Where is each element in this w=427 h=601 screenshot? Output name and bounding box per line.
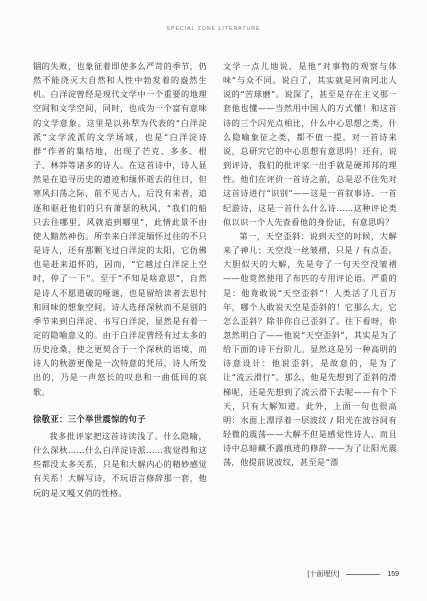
footer-rule: [346, 574, 380, 575]
page-number: 159: [387, 570, 399, 578]
right-paragraph-1: 文学一点儿地说，是他“对事物的观察与体味”与众不同。说白了，其实就是河南河北人说的“苦球磨”。说深了，甚至是存在主义那一套他也懂——当然用中国人的方式懂！和这首诗的三个闪光点相比，什么中心思想之类，什么隐喻象征之类，都不值一提。对一首诗来说，总研究它的中心思想有意思吗！还有，说到评诗，我们的批评家一出手就是硬邦邦的理性。他们在评价一首诗之前，总是忍不住先对这首诗进行“识别”——这是一首叙事诗、一首纪游诗，这是一首什么什么诗……这种评论类似以识一个人先查看他的身份证，有意思吗？: [223, 61, 397, 227]
page-footer: [307, 569, 399, 579]
left-column: [33, 59, 207, 500]
footer-section-name: [十面埋伏]: [307, 571, 340, 578]
section-title: 徐敬亚：三个举世震惊的句子: [33, 413, 146, 424]
right-paragraph-2: 第一，天空歪斜：说到天空的时候，大解来了神儿：天空没一丝皱褶，只是 / 有点歪。大胆似天的大解，先是夸了一句天空没皱褶——他竟然使用了布匹的专用评论语。严重的是：他竟敢说“天空歪斜”！人类活了几百万年，哪个人敢说天空是歪斜的！它那么大，它怎么歪斜？除非你自己歪斜了。往下看呀，你忽然明白了——他说“天空歪斜”，其实是为了给下面的诗下台阶儿。显然这是另一种高明的诗意设计：他说歪斜，是故意的，是为了让“流云滑行”。那么，他是先想到了歪斜的滑梯呢，还是先想到了流云滑下去呢——有个下天，只有大解知道。此外，上面一句也很高明：水面上漂浮着一层波纹 / 阳光在波谷间有轻微的震荡——大解不但是感觉性诗人，而且诗中总暗藏不露痕迹的修辞——为了让阳光震荡，他提前说波纹，甚至是“漂: [223, 230, 397, 468]
right-column: [223, 59, 397, 470]
left-paragraph-1: 锢的失败，也象征着即使多么严苛的季节，仍然不能浇灭大自然和人性中勃发着的盎然生机。白洋淀曾经是现代文学中一个重要的地理空间和文学空间，同时，也成为一个富有意味的文学意象。这里是以孙犁为代表的“白洋淀派”文学流派的文学场域，也是“白洋淀诗群”作者的集结地，出现了芒克、多多、根子、林莽等诸多的诗人。在这首诗中，诗人显然是在追寻历史的遗迹和缅怀逝去的往日，但寒风扫荡之际，前不见古人，后没有来者，追逐和驱赶他们的只有萧瑟的秋风，“我们的船只去往哪里，风就追到哪里”，此情此景不由使人黯然神伤。所幸来白洋淀缅怀过往的不只是诗人，还有那颗飞过白洋淀的太阳，它仿佛也是赶来追怀的，因而，“它越过白洋淀上空时，停了一下”。至于“不知是啥意思”，自然是诗人不愿道破的哑谜，也是留给读者去思忖和回味的想象空间。诗人选择深秋而不是别的季节来到白洋淀、书写白洋淀，显然是有着一定的隐喻意义的。由于白洋淀曾经有过太多的历史沧桑，使之更契合于一个深秋的语境，而诗人的秋游更像是一次特意的凭吊，诗人所发出的，乃是一声悠长的叹息和一曲低回的哀歌。: [33, 61, 207, 397]
running-header: SPECIAL ZONE LITERATURE: [166, 26, 261, 32]
left-paragraph-2: 我多批评家把这首诗读浅了。什么隐喻，什么深秋……什么白洋淀诗派……我觉得和这些都没太多关系，只是和大解内心的精妙感觉有关系！大解写诗，不玩语言修辞那一套，他玩的是又嘎又俏的性格。: [33, 430, 207, 498]
